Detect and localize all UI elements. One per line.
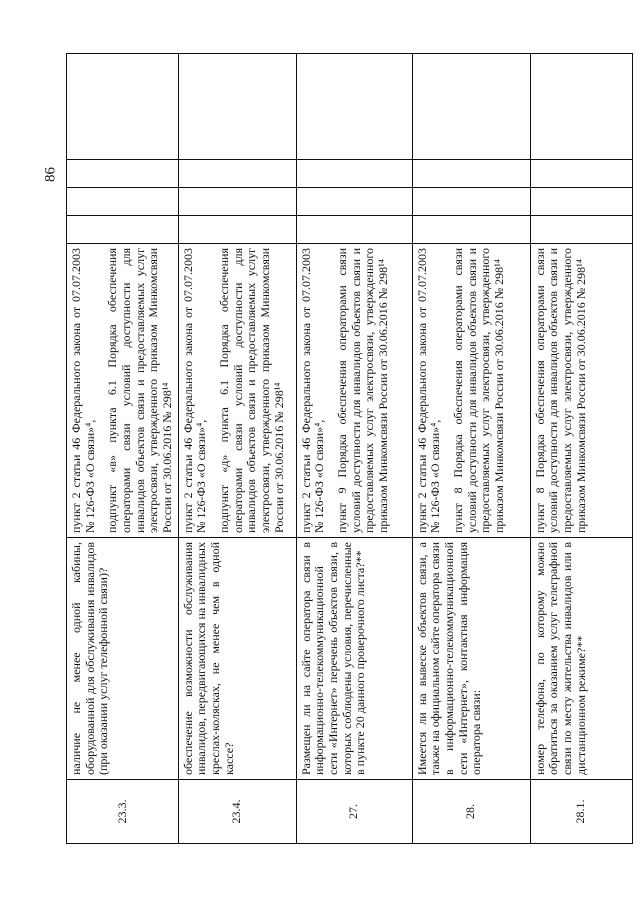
legal-reference: пункт 2 статьи 46 Федерального закона от 07.07.2003 № 126-ФЗ «О связи»⁴, — [414, 248, 443, 533]
legal-reference: пункт 2 статьи 46 Федерального закона от 07.07.2003 № 126-ФЗ «О связи»⁴, — [298, 248, 327, 533]
table-row — [530, 54, 632, 844]
answer-cell — [178, 216, 296, 244]
answer-cell — [412, 188, 530, 216]
row-number: 23.4. — [229, 799, 244, 824]
table-row — [67, 54, 179, 844]
answer-cell — [530, 188, 632, 216]
question-cell: обеспечение возможности обслуживания инвалидов, передвигающихся на инвалидных креслах-колясках, не менее чем в одной кассе? — [178, 538, 296, 780]
legal-reference: пункт 8 Порядка обеспечения операторами связи условий доступности для инвалидов объектов связи и предоставляемых услуг электросвязи, утвержденного приказом Минкомсвязи России от 30.06.2016 № 298¹⁴ — [451, 248, 507, 533]
answer-cell — [67, 160, 179, 188]
answer-cell — [296, 188, 412, 216]
legal-reference: пункт 2 статьи 46 Федерального закона от 07.07.2003 № 126-ФЗ «О связи»⁴, — [180, 248, 209, 533]
answer-cell — [178, 188, 296, 216]
legal-reference: подпункт «д» пункта 6.1 Порядка обеспечения операторами связи условий доступности для инвалидов объектов связи и предоставляемых услуг электросвязи, утвержденного приказом Минкомсвязи России от 30.06.2016 № 298¹⁴ — [217, 248, 286, 533]
page-number: 86 — [42, 167, 59, 182]
answer-cell — [296, 54, 412, 160]
answer-cell — [530, 160, 632, 188]
answer-cell — [178, 160, 296, 188]
row-number: 28. — [463, 804, 478, 819]
answer-cell — [530, 54, 632, 160]
answer-cell — [67, 54, 179, 160]
answer-cell — [412, 216, 530, 244]
answer-cell — [412, 54, 530, 160]
question-cell: наличие не менее одной кабины, оборудованной для обслуживания инвалидов (при оказании услуг телефонной связи)? — [67, 538, 179, 780]
legal-reference: пункт 2 статьи 46 Федерального закона от 07.07.2003 № 126-ФЗ «О связи»⁴, — [69, 248, 97, 533]
question-cell: Имеется ли на вывеске объектов связи, а также на официальном сайте оператора связи в информационно-телекоммуникационной сети «Интернет», контактная информация оператора связи: — [412, 538, 530, 780]
row-number-cell — [67, 780, 179, 844]
legal-reference-cell — [296, 244, 412, 538]
answer-cell — [178, 54, 296, 160]
checklist-table — [66, 53, 633, 844]
answer-cell — [412, 160, 530, 188]
checklist-rows — [67, 54, 633, 844]
table-row — [178, 54, 296, 844]
legal-reference: пункт 9 Порядка обеспечения операторами связи условий доступности для инвалидов объектов связи и предоставляемых услуг электросвязи, утвержденного приказом Минкомсвязи России от 30.06.2016 № 298¹⁴ — [335, 248, 391, 533]
row-number-cell — [296, 780, 412, 844]
answer-cell — [67, 216, 179, 244]
row-number-cell — [412, 780, 530, 844]
row-number: 23.3. — [114, 799, 129, 824]
legal-reference-cell — [67, 244, 179, 538]
legal-reference: подпункт «в» пункта 6.1 Порядка обеспечения операторами связи условий доступности для инвалидов объектов связи и предоставляемых услуг электросвязи, утвержденного приказом Минкомсвязи России от 30.06.2016 № 298¹⁴ — [105, 248, 175, 533]
table-row — [412, 54, 530, 844]
legal-reference-cell — [178, 244, 296, 538]
legal-reference: пункт 8 Порядка обеспечения операторами связи условий доступности для инвалидов объектов связи и предоставляемых услуг электросвязи, утвержденного приказом Минкомсвязи России от 30.06.2016 № 298¹⁴ — [532, 248, 588, 533]
legal-reference-cell — [412, 244, 530, 538]
row-number-cell — [530, 780, 632, 844]
row-number: 27. — [346, 804, 361, 819]
legal-reference-cell — [530, 244, 632, 538]
answer-cell — [296, 160, 412, 188]
row-number-cell — [178, 780, 296, 844]
answer-cell — [530, 216, 632, 244]
row-number: 28.1. — [573, 799, 588, 824]
question-cell: номер телефона, по которому можно обратиться за оказанием услуг телеграфной связи по месту жительства инвалидов или в дистанционном режиме?** — [530, 538, 632, 780]
table-row — [296, 54, 412, 844]
answer-cell — [296, 216, 412, 244]
answer-cell — [67, 188, 179, 216]
question-cell: Размещен ли на сайте оператора связи в информационно-телекоммуникационной сети «Интернет» перечень объектов связи, в которых соблюдены условия, перечисленные в пункте 20 данного проверочного листа?** — [296, 538, 412, 780]
rotated-page-content — [66, 54, 606, 844]
